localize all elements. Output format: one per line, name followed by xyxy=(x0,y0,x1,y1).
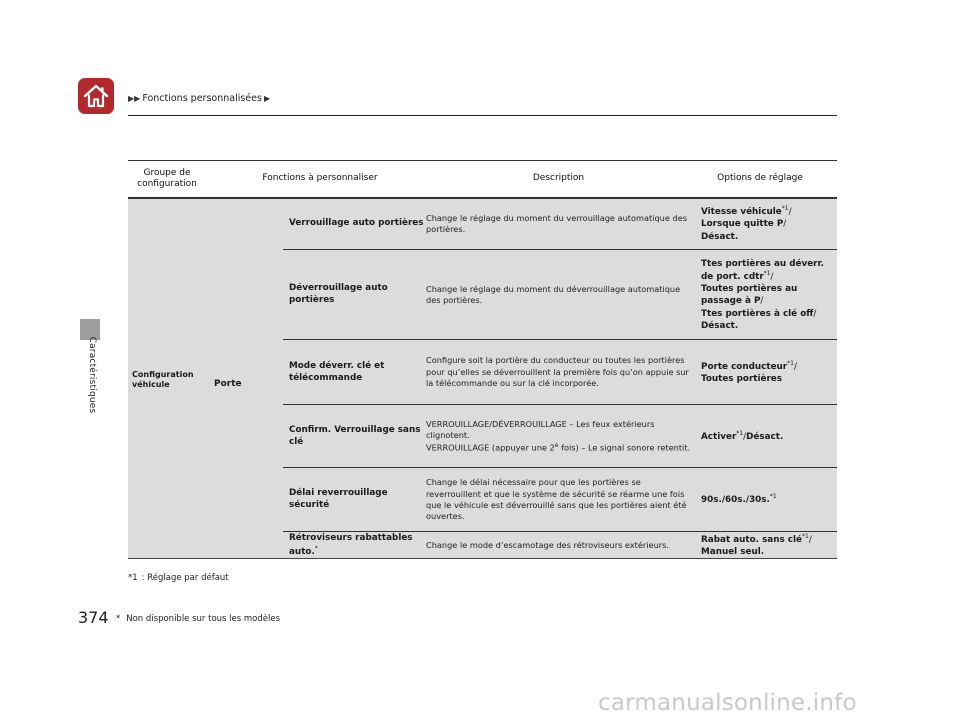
feature-options: 90s./60s./30s.$^{*1}$ xyxy=(701,493,777,506)
feature-options: Vitesse véhicule$^{*1}$/ Lorsque quitte P/ Désact. xyxy=(701,205,792,242)
footnote-text: Non disponible sur tous les modèles xyxy=(126,614,281,624)
feature-name: Délai reverrouillage sécurité xyxy=(289,488,388,510)
feature-name: Verrouillage auto portières xyxy=(289,218,424,229)
footnote-marker: * xyxy=(116,614,121,624)
table-row xyxy=(283,531,837,559)
note-text: : Réglage par défaut xyxy=(141,573,229,583)
home-button[interactable] xyxy=(78,78,114,114)
feature-name: Confirm. Verrouillage sans clé xyxy=(289,424,421,447)
header-description: Description xyxy=(532,173,585,184)
table-row xyxy=(283,199,837,249)
feature-description: Change le réglage du moment du déverrouillage automatique des portières. xyxy=(426,283,681,305)
feature-options: Porte conducteur$^{*1}$/ Toutes portières xyxy=(701,359,797,384)
note-marker: *1 xyxy=(128,573,138,583)
table-row xyxy=(283,467,837,532)
subgroup-label: Porte xyxy=(214,379,242,389)
feature-options: Rabat auto. sans clé$^{*1}$/ Manuel seul. xyxy=(701,532,812,557)
table-body xyxy=(128,199,837,559)
table-row xyxy=(283,249,837,340)
breadcrumb xyxy=(128,93,270,104)
feature-description: Change le délai nécessaire pour que les portières se reverrouillent et que le système de sécurité se réarme une fois que le véhicule est déverrouillé sans que les portières aient été ouvertes. xyxy=(426,477,687,522)
watermark: carmanualsonline.info xyxy=(598,690,857,716)
settings-table xyxy=(128,160,837,559)
table-row xyxy=(283,404,837,468)
feature-options: Ttes portières au déverr. de port. cdtr$^{*1}$/ Toutes portières au passage à P/ Ttes portières à clé off/ Désact. xyxy=(701,259,824,331)
table-row xyxy=(283,339,837,405)
default-setting-note xyxy=(128,573,229,583)
header-group: Groupe de configuration xyxy=(137,167,197,189)
group-label: Configuration véhicule xyxy=(132,370,194,390)
house-icon xyxy=(82,82,110,110)
feature-description: Change le mode d’escamotage des rétroviseurs extérieurs. xyxy=(426,539,670,550)
table-header xyxy=(128,160,837,199)
feature-description: Change le réglage du moment du verrouillage automatique des portières. xyxy=(426,212,687,234)
page-number: 374 xyxy=(78,608,109,627)
header-options: Options de réglage xyxy=(717,173,803,184)
header-rule xyxy=(128,115,837,116)
feature-name: Rétroviseurs rabattables auto.* xyxy=(289,532,413,557)
feature-description: VERROUILLAGE/DÉVERROUILLAGE – Les feux extérieurs clignotent. VERROUILLAGE (appuyer une 2e fois) – Le signal sonore retentit. xyxy=(426,418,691,453)
feature-description: Configure soit la portière du conducteur ou toutes les portières pour qu’elles se déverrouillent la première fois qu’on appuie sur la télécommande ou sur la clé incorporée. xyxy=(426,355,689,389)
footnote xyxy=(116,614,280,624)
section-label: Caractéristiques xyxy=(87,336,97,414)
breadcrumb-label[interactable]: Fonctions personnalisées xyxy=(142,93,262,104)
feature-name: Déverrouillage auto portières xyxy=(289,283,388,305)
breadcrumb-arrows-icon: ▶▶ xyxy=(128,94,141,103)
feature-name: Mode déverr. clé et télécommande xyxy=(289,360,385,383)
feature-options: Activer$^{*1}$/Désact. xyxy=(701,429,784,442)
breadcrumb-arrow-icon: ▶ xyxy=(263,94,271,103)
header-feature: Fonctions à personnaliser xyxy=(262,173,378,184)
